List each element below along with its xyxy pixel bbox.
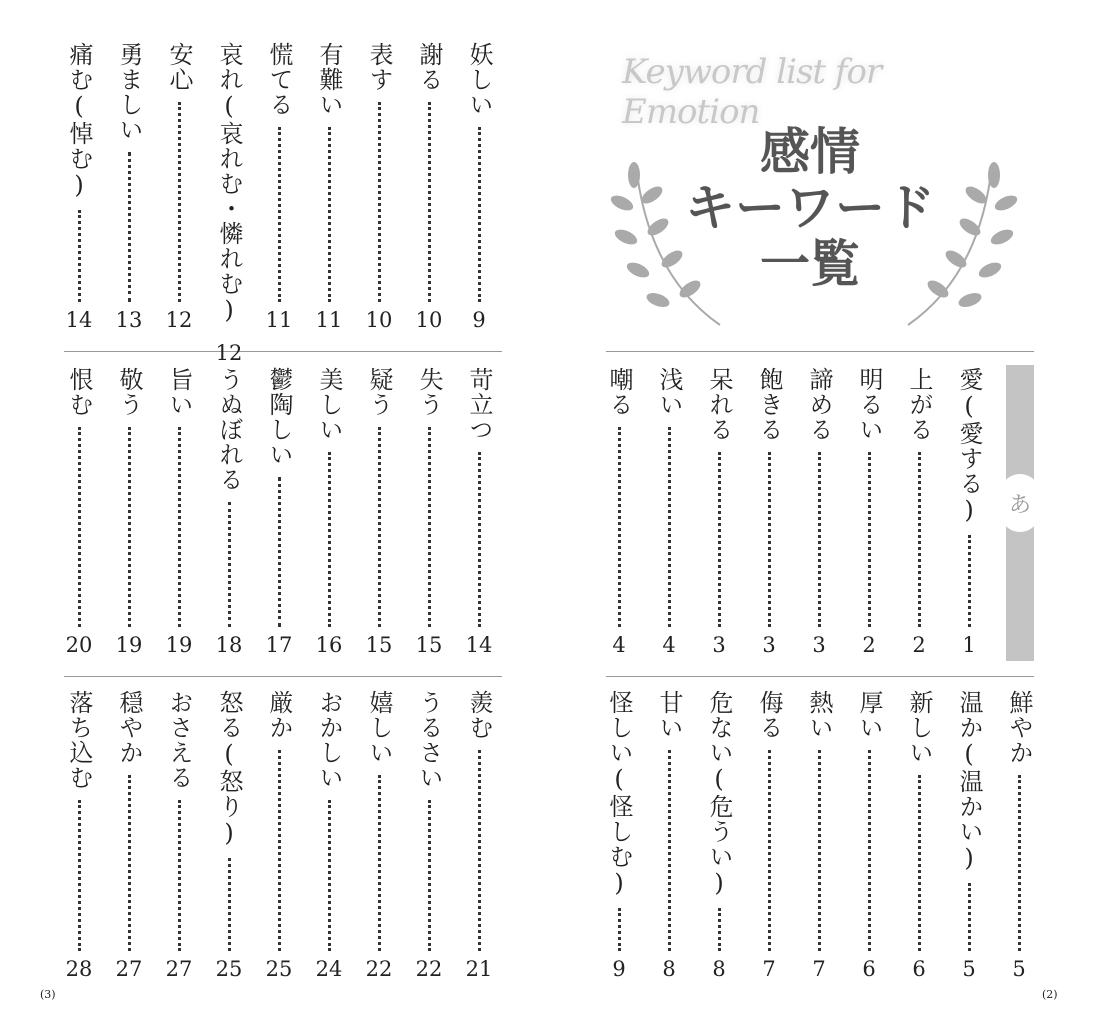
leader-dots: [78, 210, 81, 302]
entry-page-number: 16: [315, 633, 343, 657]
entry-word: 有難い: [315, 42, 343, 117]
entry-page-number: 3: [812, 633, 826, 657]
index-entry: [309, 367, 349, 656]
leader-dots: [718, 452, 721, 627]
entry-page-number: 4: [612, 633, 626, 657]
entry-page-number: 9: [472, 308, 486, 332]
index-entry: [59, 42, 99, 331]
leader-dots: [428, 102, 431, 302]
entry-word: 慌てる: [265, 42, 293, 117]
entry-word: おさえる: [165, 690, 193, 790]
leader-dots: [78, 427, 81, 627]
leader-dots: [378, 775, 381, 951]
leader-dots: [428, 800, 431, 951]
entry-page-number: 4: [662, 633, 676, 657]
leader-dots: [1018, 775, 1021, 951]
entry-word: 愛(愛する): [955, 367, 983, 525]
entry-word: 浅い: [655, 367, 683, 417]
entry-word: 穏やか: [115, 690, 143, 765]
index-entry: [649, 690, 689, 980]
index-entry: [309, 42, 349, 331]
leader-dots: [78, 800, 81, 951]
entry-page-number: 15: [365, 633, 393, 657]
index-entry: [459, 367, 499, 656]
index-entry: [799, 367, 839, 656]
entry-page-number: 20: [65, 633, 93, 657]
page-number-left: (3): [40, 988, 56, 1001]
entry-page-number: 25: [265, 957, 293, 981]
entry-page-number: 8: [712, 957, 726, 981]
entry-page-number: 15: [415, 633, 443, 657]
leader-dots: [328, 800, 331, 951]
leader-dots: [128, 427, 131, 627]
entry-word: 苛立つ: [465, 367, 493, 442]
entry-word: 上がる: [905, 367, 933, 442]
leader-dots: [278, 127, 281, 302]
leader-dots: [178, 427, 181, 627]
entry-word: 妖しい: [465, 42, 493, 117]
leader-dots: [668, 427, 671, 627]
title-line: キーワード: [685, 179, 935, 237]
index-entry: [359, 690, 399, 980]
entry-word: 敬う: [115, 367, 143, 417]
entry-word: 厚い: [855, 690, 883, 740]
entry-page-number: 25: [215, 957, 243, 981]
index-entry: [409, 367, 449, 656]
entry-word: 謝る: [415, 42, 443, 92]
index-entry: [59, 690, 99, 980]
index-entry: [799, 690, 839, 980]
title-line: 一覧: [760, 235, 860, 293]
index-entry: [899, 690, 939, 980]
laurel-left-icon: [608, 155, 728, 330]
index-entry: [259, 42, 299, 331]
entry-word: 怒る(怒り): [215, 690, 243, 848]
entry-page-number: 7: [762, 957, 776, 981]
index-entry: [209, 367, 249, 656]
entry-page-number: 8: [662, 957, 676, 981]
index-entry: [209, 690, 249, 980]
entry-page-number: 7: [812, 957, 826, 981]
leader-dots: [868, 452, 871, 627]
index-entry: [59, 367, 99, 656]
entry-word: 諦める: [805, 367, 833, 442]
entry-word: 危ない(危うい): [705, 690, 733, 898]
leader-dots: [228, 502, 231, 627]
divider: [64, 351, 502, 352]
entry-word: 明るい: [855, 367, 883, 442]
entry-page-number: 17: [265, 633, 293, 657]
index-entry: [309, 690, 349, 980]
entry-page-number: 21: [465, 957, 493, 981]
index-entry: [159, 367, 199, 656]
entry-word: 飽きる: [755, 367, 783, 442]
entry-word: 安心: [165, 42, 193, 92]
page-number-right: (2): [1042, 988, 1058, 1001]
entry-page-number: 12: [215, 341, 243, 365]
title-line: 感情: [760, 123, 860, 181]
index-entry: [109, 42, 149, 331]
leader-dots: [768, 452, 771, 627]
entry-word: 温か(温かい): [955, 690, 983, 873]
leader-dots: [918, 452, 921, 627]
index-entry: [259, 690, 299, 980]
leader-dots: [818, 452, 821, 627]
entry-page-number: 28: [65, 957, 93, 981]
entry-page-number: 2: [912, 633, 926, 657]
leader-dots: [868, 750, 871, 951]
entry-word: 羨む: [465, 690, 493, 740]
entry-word: 鮮やか: [1005, 690, 1033, 765]
index-entry: [949, 690, 989, 980]
index-entry: [699, 367, 739, 656]
entry-word: うるさい: [415, 690, 443, 790]
entry-page-number: 11: [265, 308, 293, 332]
entry-page-number: 22: [415, 957, 443, 981]
index-entry: [409, 690, 449, 980]
entry-word: 恨む: [65, 367, 93, 417]
entry-page-number: 14: [65, 308, 93, 332]
entry-word: 落ち込む: [65, 690, 93, 790]
leader-dots: [478, 127, 481, 302]
entry-word: 美しい: [315, 367, 343, 442]
leader-dots: [178, 800, 181, 951]
index-entry: [359, 42, 399, 331]
leader-dots: [818, 750, 821, 951]
index-entry: [459, 42, 499, 331]
index-entry: [849, 690, 889, 980]
entry-page-number: 10: [415, 308, 443, 332]
entry-page-number: 6: [862, 957, 876, 981]
leader-dots: [768, 750, 771, 951]
entry-page-number: 27: [115, 957, 143, 981]
leader-dots: [918, 775, 921, 951]
leader-dots: [618, 908, 621, 951]
index-entry: [359, 367, 399, 656]
index-entry: [159, 690, 199, 980]
leader-dots: [278, 750, 281, 951]
index-tab-label: あ: [1000, 474, 1040, 532]
index-entry: [109, 367, 149, 656]
entry-page-number: 3: [762, 633, 776, 657]
entry-page-number: 11: [315, 308, 343, 332]
entry-word: 勇ましい: [115, 42, 143, 142]
leader-dots: [668, 750, 671, 951]
index-entry: [109, 690, 149, 980]
index-entry: [699, 690, 739, 980]
leader-dots: [328, 127, 331, 302]
entry-word: 甘い: [655, 690, 683, 740]
leader-dots: [378, 427, 381, 627]
entry-word: おかしい: [315, 690, 343, 790]
index-entry: [259, 367, 299, 656]
index-entry: [749, 367, 789, 656]
entry-page-number: 18: [215, 633, 243, 657]
entry-word: 呆れる: [705, 367, 733, 442]
entry-page-number: 14: [465, 633, 493, 657]
entry-word: 旨い: [165, 367, 193, 417]
entry-page-number: 10: [365, 308, 393, 332]
entry-word: 侮る: [755, 690, 783, 740]
leader-dots: [128, 152, 131, 302]
leader-dots: [278, 477, 281, 627]
leader-dots: [968, 535, 971, 627]
entry-page-number: 1: [962, 633, 976, 657]
leader-dots: [378, 102, 381, 302]
leader-dots: [128, 775, 131, 951]
entry-word: うぬぼれる: [215, 367, 243, 492]
leader-dots: [718, 908, 721, 951]
leader-dots: [328, 452, 331, 627]
entry-word: 表す: [365, 42, 393, 92]
leader-dots: [478, 750, 481, 951]
entry-word: 新しい: [905, 690, 933, 765]
entry-page-number: 5: [962, 957, 976, 981]
entry-page-number: 5: [1012, 957, 1026, 981]
subtitle-script: Keyword list for Emotion: [622, 52, 882, 132]
index-entry: [459, 690, 499, 980]
entry-word: 痛む(悼む): [65, 42, 93, 200]
entry-page-number: 19: [115, 633, 143, 657]
entry-word: 厳か: [265, 690, 293, 740]
index-entry: [949, 367, 989, 656]
entry-page-number: 22: [365, 957, 393, 981]
index-entry: [209, 42, 249, 365]
entry-word: 嘲る: [605, 367, 633, 417]
index-entry: [409, 42, 449, 331]
leader-dots: [478, 452, 481, 627]
index-entry: [159, 42, 199, 331]
entry-page-number: 13: [115, 308, 143, 332]
leader-dots: [968, 883, 971, 951]
entry-page-number: 27: [165, 957, 193, 981]
entry-page-number: 2: [862, 633, 876, 657]
leader-dots: [428, 427, 431, 627]
divider: [64, 676, 502, 677]
divider: [606, 676, 1034, 677]
entry-page-number: 3: [712, 633, 726, 657]
index-entry: [899, 367, 939, 656]
entry-word: 嬉しい: [365, 690, 393, 765]
leader-dots: [228, 858, 231, 951]
index-entry: [649, 367, 689, 656]
entry-word: 熱い: [805, 690, 833, 740]
entry-word: 怪しい(怪しむ): [605, 690, 633, 898]
index-entry: [999, 690, 1039, 980]
leader-dots: [618, 427, 621, 627]
index-entry: [599, 690, 639, 980]
index-entry: [599, 367, 639, 656]
entry-page-number: 9: [612, 957, 626, 981]
entry-word: 鬱陶しい: [265, 367, 293, 467]
entry-word: 哀れ(哀れむ・憐れむ): [215, 42, 243, 325]
index-entry: [749, 690, 789, 980]
leader-dots: [178, 102, 181, 302]
laurel-right-icon: [900, 155, 1020, 330]
entry-page-number: 6: [912, 957, 926, 981]
entry-page-number: 19: [165, 633, 193, 657]
divider: [606, 351, 1034, 352]
entry-page-number: 12: [165, 308, 193, 332]
entry-word: 失う: [415, 367, 443, 417]
entry-page-number: 24: [315, 957, 343, 981]
entry-word: 疑う: [365, 367, 393, 417]
index-entry: [849, 367, 889, 656]
